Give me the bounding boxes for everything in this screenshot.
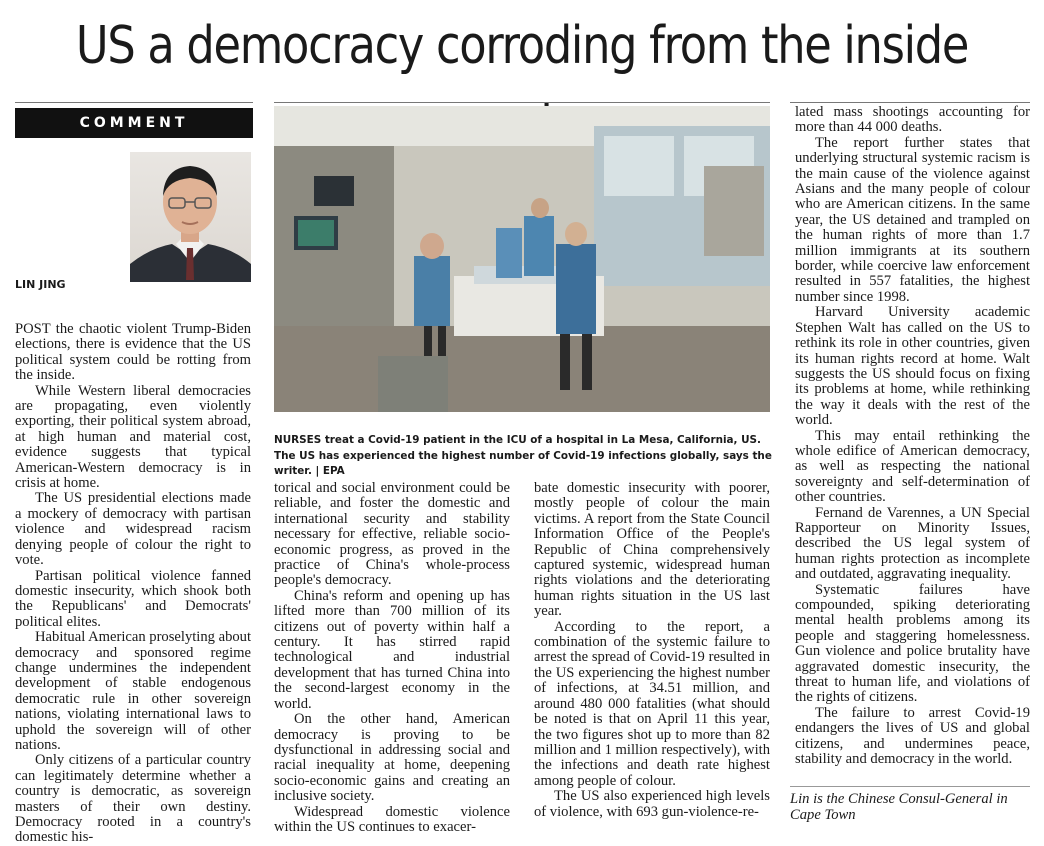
paragraph: lated mass shootings accounting for more than 44 000 deaths. [795, 104, 1030, 136]
divider [790, 102, 1030, 103]
paragraph: bate domestic insecurity with poorer, mostly people of colour the main victims. A report from the State Council Information Office of the People's Republic of China comprehensively captured systemic, widespread human rights violations and the deteriorating human rights situation in the US last year. [534, 480, 770, 620]
paragraph: China's reform and opening up has lifted more than 700 million of its citizens out of poverty within half a century. It has stirred rapid technological and industrial development that has turned China into the second-largest economy in the world. [274, 587, 510, 712]
column-1 [15, 322, 251, 846]
column-2 [274, 481, 510, 835]
divider [15, 102, 253, 103]
paragraph: torical and social environment could be reliable, and foster the domestic and international security and stability necessary for effective, reliable socio-economic progress, as proved in the practice of China's whole-process people's democracy. [274, 480, 510, 589]
icu-photo [274, 106, 770, 412]
author-credit: Lin is the Chinese Consul-General in Cape Town [790, 791, 1008, 823]
photo-caption: NURSES treat a Covid-19 patient in the ICU of a hospital in La Mesa, California, US. The US has experienced the highest number of Covid-19 infections globally, says the writer. | EPA [274, 434, 772, 477]
paragraph: Fernand de Varennes, a UN Special Rapporteur on Minority Issues, described the US legal system of human rights protection as incomplete and outdated, aggravating inequality. [795, 504, 1030, 583]
headline: US a democracy corroding from the inside [75, 16, 969, 76]
column-3 [534, 481, 770, 820]
paragraph: Partisan political violence fanned domestic insecurity, which shook both the Republicans' and Democrats' political elites. [15, 567, 251, 630]
paragraph: Only citizens of a particular country can legitimately determine whether a country is democratic, as sovereign masters of their own destiny. Democracy rooted in a country's domestic his- [15, 752, 251, 846]
paragraph: The report further states that underlying structural systemic racism is the main cause of the violence against Asians and the many people of colour who are American citizens. In the same year, the US detained and trampled on the human rights of more than 1.7 million immigrants at its southern border, while coercive law enforcement resulted in 557 fatalities, the highest number since 1998. [795, 134, 1030, 305]
paragraph: Harvard University academic Stephen Walt has called on the US to rethink its role in other countries, given its human rights record at home. Walt suggests the US should focus on fixing its problems at home, while rethinking the way it deals with the rest of the world. [795, 304, 1030, 429]
paragraph: Habitual American proselyting about democracy and sponsored regime change undermines the independent development of stable endogenous democratic rule in other sovereign nations, violating international laws to uphold the sovereign will of other nations. [15, 629, 252, 753]
paragraph: While Western liberal democracies are propagating, even violently exporting, their political system abroad, at high human and material cost, evidence suggests that typical American-Western democracy is in crisis at home. [15, 382, 251, 492]
paragraph: This may entail rethinking the whole edifice of American democracy, as well as respecting the national sovereignty and self-determination of other countries. [795, 427, 1030, 506]
paragraph: The US presidential elections made a mockery of democracy with partisan violence and widespread racism denying people of colour the right to vote. [15, 490, 251, 569]
author-portrait [130, 152, 251, 282]
paragraph: On the other hand, American democracy is proving to be dysfunctional in addressing social and racial inequality at home, deepening socio-economic gains and creating an inclusive society. [274, 711, 510, 805]
author-byline: LIN JING [15, 278, 66, 291]
paragraph: The failure to arrest Covid-19 endangers the lives of US and global citizens, and undermines peace, stability and democracy in the world. [795, 704, 1030, 768]
section-tag: COMMENT [15, 108, 253, 138]
column-4 [795, 105, 1030, 767]
paragraph: Systematic failures have compounded, spiking deteriorating mental health problems among its people and staggering homelessness. Gun violence and police brutality have aggravated domestic insecurity, the threat to human life, and violations of the rights of citizens. [795, 581, 1030, 706]
paragraph: Widespread domestic violence within the US continues to exacer- [274, 803, 510, 835]
divider [790, 786, 1030, 787]
paragraph: The US also experienced high levels of violence, with 693 gun-violence-re- [534, 788, 770, 820]
divider [274, 102, 770, 103]
paragraph: According to the report, a combination of the systemic failure to arrest the spread of Covid-19 resulted in the US experiencing the highest number of infections, at 34.51 million, and around 480 000 fatalities (what should be noted is that on April 11 this year, the two figures shot up to more than 82 million and 1 million respectively), with the infections and death rate highest among people of colour. [534, 618, 770, 789]
paragraph: POST the chaotic violent Trump-Biden elections, there is evidence that the US political system could be rotting from the inside. [15, 321, 251, 384]
